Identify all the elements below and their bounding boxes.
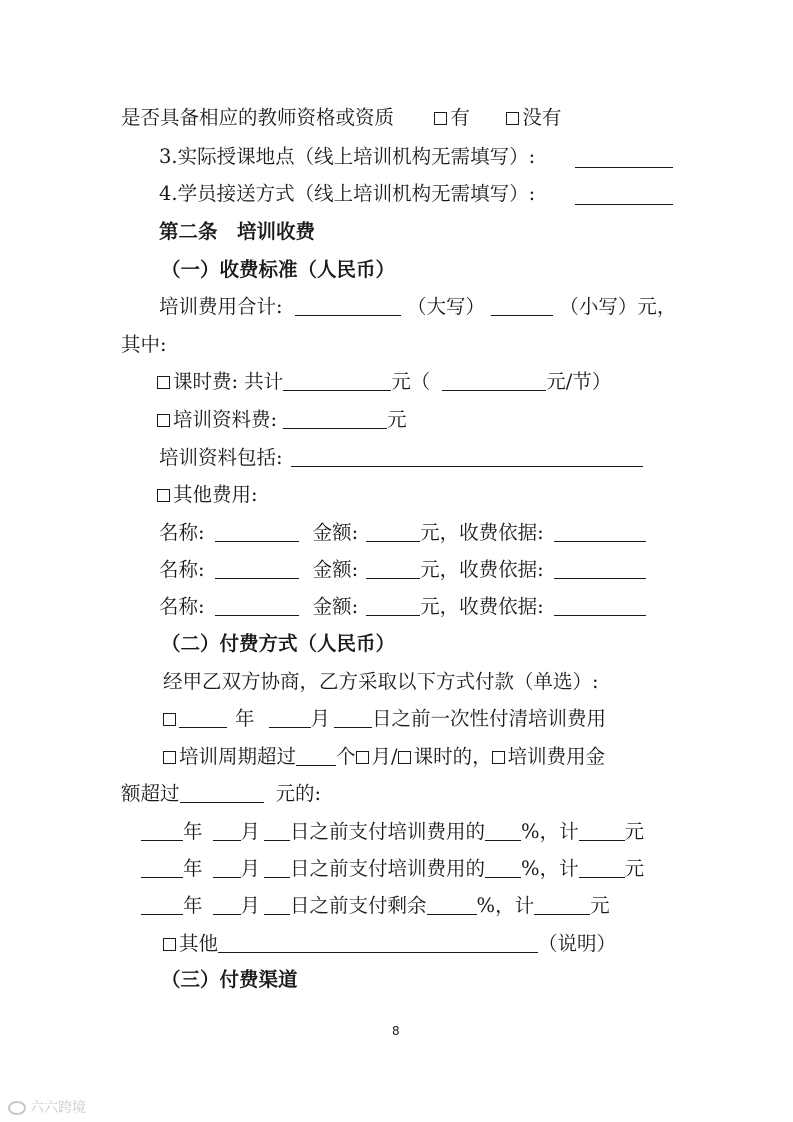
- total-lower-field[interactable]: [491, 295, 553, 316]
- month-field[interactable]: [213, 894, 241, 915]
- period-field[interactable]: [296, 745, 336, 766]
- year-label: 年: [183, 857, 203, 880]
- name-label: 名称:: [159, 558, 205, 581]
- material-fee-yuan: 元: [387, 408, 407, 431]
- course-fee-line: [157, 370, 611, 394]
- course-fee-total-field[interactable]: [283, 370, 391, 391]
- among-line: 其中:: [121, 333, 167, 356]
- period-label: 培训周期超过: [179, 745, 297, 768]
- course-fee-yuan: 元（: [391, 370, 431, 393]
- transport-label: 4.学员接送方式（线上培训机构无需填写）:: [159, 182, 536, 205]
- qualification-text: 是否具备相应的教师资格或资质: [121, 106, 395, 129]
- installment-text: 日之前支付培训费用的: [290, 820, 486, 843]
- year-field[interactable]: [141, 894, 183, 915]
- amount-field[interactable]: [579, 820, 625, 841]
- installment-row: [141, 857, 644, 881]
- day-field[interactable]: [264, 894, 290, 915]
- amount-field[interactable]: [579, 857, 625, 878]
- section-fee-standard: （一）收费标准（人民币）: [161, 258, 396, 281]
- year-field[interactable]: [141, 857, 183, 878]
- percent-field[interactable]: [427, 894, 477, 915]
- amount-field[interactable]: [366, 521, 420, 542]
- month-field[interactable]: [213, 820, 241, 841]
- other-fee-line: [157, 483, 258, 507]
- watermark: [8, 1097, 86, 1117]
- period-line-2: [121, 782, 321, 806]
- month-unit: 月/: [371, 745, 398, 768]
- material-fee-field[interactable]: [283, 408, 387, 429]
- total-fee-line: [159, 295, 676, 319]
- percent-field[interactable]: [485, 820, 521, 841]
- month-label: 月: [310, 707, 331, 730]
- basis-field[interactable]: [554, 595, 646, 616]
- percent-field[interactable]: [485, 857, 521, 878]
- amount-checkbox[interactable]: [492, 751, 505, 764]
- pay-once-checkbox[interactable]: [163, 713, 176, 726]
- installment-row: [141, 820, 644, 844]
- amount-label: 金额:: [312, 521, 359, 544]
- course-fee-per-label: 元/节）: [546, 370, 612, 393]
- article-title: 第二条 培训收费: [159, 220, 316, 243]
- month-field[interactable]: [269, 707, 311, 728]
- day-field[interactable]: [334, 707, 372, 728]
- upper-label: （大写）: [406, 295, 485, 318]
- other-payment-line: [163, 932, 616, 956]
- basis-label: 元，收费依据:: [420, 521, 544, 544]
- basis-label: 元，收费依据:: [420, 558, 544, 581]
- basis-field[interactable]: [554, 521, 646, 542]
- month-checkbox[interactable]: [356, 751, 369, 764]
- amount-field[interactable]: [366, 595, 420, 616]
- watermark-logo-icon: [8, 1101, 26, 1115]
- watermark-text: 六六跨境: [30, 1100, 86, 1116]
- basis-field[interactable]: [554, 558, 646, 579]
- percent-label: %，计: [521, 820, 579, 843]
- name-label: 名称:: [159, 521, 205, 544]
- amount-over-label-2: 额超过: [121, 782, 180, 805]
- section-payment-method: （二）付费方式（人民币）: [161, 632, 396, 655]
- other-fee-row: [159, 595, 646, 619]
- course-fee-checkbox[interactable]: [157, 376, 170, 389]
- material-fee-label: 培训资料费:: [173, 408, 278, 431]
- course-fee-per-field[interactable]: [442, 370, 546, 391]
- page-number: 8: [392, 1024, 400, 1038]
- yuan-label: 元: [624, 820, 645, 843]
- name-field[interactable]: [215, 521, 299, 542]
- other-payment-field[interactable]: [218, 932, 538, 953]
- period-line: [163, 745, 605, 769]
- other-fee-row: [159, 558, 646, 582]
- total-fee-label: 培训费用合计:: [159, 295, 283, 318]
- lesson-unit: 课时的，: [413, 745, 492, 768]
- material-includes-label: 培训资料包括:: [159, 446, 283, 469]
- name-field[interactable]: [215, 558, 299, 579]
- day-field[interactable]: [264, 857, 290, 878]
- material-includes-line: [159, 446, 643, 470]
- amount-field[interactable]: [366, 558, 420, 579]
- installment-text: 日之前支付培训费用的: [290, 857, 486, 880]
- month-label: 月: [240, 820, 261, 843]
- amount-field[interactable]: [534, 894, 590, 915]
- total-upper-field[interactable]: [295, 295, 401, 316]
- material-fee-line: [157, 408, 407, 432]
- amount-label: 金额:: [312, 595, 359, 618]
- transport-field[interactable]: [575, 184, 673, 205]
- percent-label: %，计: [521, 857, 579, 880]
- qualification-line: [121, 106, 561, 130]
- section-payment-channel: （三）付费渠道: [161, 968, 298, 991]
- remaining-row: [141, 894, 610, 918]
- yuan-label: 元: [590, 894, 610, 917]
- transport-line: [159, 182, 535, 206]
- year-field[interactable]: [141, 820, 183, 841]
- lower-label: （小写）元，: [559, 295, 677, 318]
- year-field[interactable]: [179, 707, 227, 728]
- material-includes-field[interactable]: [291, 446, 643, 467]
- location-label: 3.实际授课地点（线上培训机构无需填写）:: [159, 145, 536, 168]
- explain-label: （说明）: [538, 932, 617, 955]
- other-payment-label: 其他: [179, 932, 219, 955]
- pay-once-line: [163, 707, 606, 731]
- location-field[interactable]: [575, 147, 673, 168]
- month-label: 月: [240, 894, 261, 917]
- year-label: 年: [235, 707, 255, 730]
- name-label: 名称:: [159, 595, 205, 618]
- remaining-text: 日之前支付剩余: [290, 894, 427, 917]
- material-fee-checkbox[interactable]: [157, 414, 170, 427]
- pay-once-text: 日之前一次性付清培训费用: [372, 707, 607, 730]
- other-fee-row: [159, 521, 646, 545]
- year-label: 年: [183, 820, 203, 843]
- day-field[interactable]: [264, 820, 290, 841]
- other-fee-checkbox[interactable]: [157, 489, 170, 502]
- checkbox-yes[interactable]: [434, 112, 447, 125]
- option-no: 没有: [522, 106, 562, 129]
- amount-over-label: 培训费用金: [507, 745, 606, 768]
- other-payment-checkbox[interactable]: [163, 938, 176, 951]
- yuan-label: 元: [624, 857, 645, 880]
- month-label: 月: [240, 857, 261, 880]
- basis-label: 元，收费依据:: [420, 595, 544, 618]
- amount-over-field[interactable]: [180, 782, 264, 803]
- location-line: [159, 145, 535, 169]
- payment-intro: 经甲乙双方协商，乙方采取以下方式付款（单选）:: [163, 670, 599, 693]
- percent-label: %，计: [476, 894, 535, 917]
- period-checkbox[interactable]: [163, 751, 176, 764]
- course-fee-label: 课时费: 共计: [173, 370, 284, 393]
- amount-over-yuan: 元的:: [275, 782, 322, 805]
- month-field[interactable]: [213, 857, 241, 878]
- period-unit: 个: [336, 745, 356, 768]
- name-field[interactable]: [215, 595, 299, 616]
- option-yes: 有: [450, 106, 470, 129]
- year-label: 年: [183, 894, 203, 917]
- checkbox-no[interactable]: [506, 112, 519, 125]
- amount-label: 金额:: [312, 558, 359, 581]
- other-fee-label: 其他费用:: [173, 483, 258, 506]
- lesson-checkbox[interactable]: [398, 751, 411, 764]
